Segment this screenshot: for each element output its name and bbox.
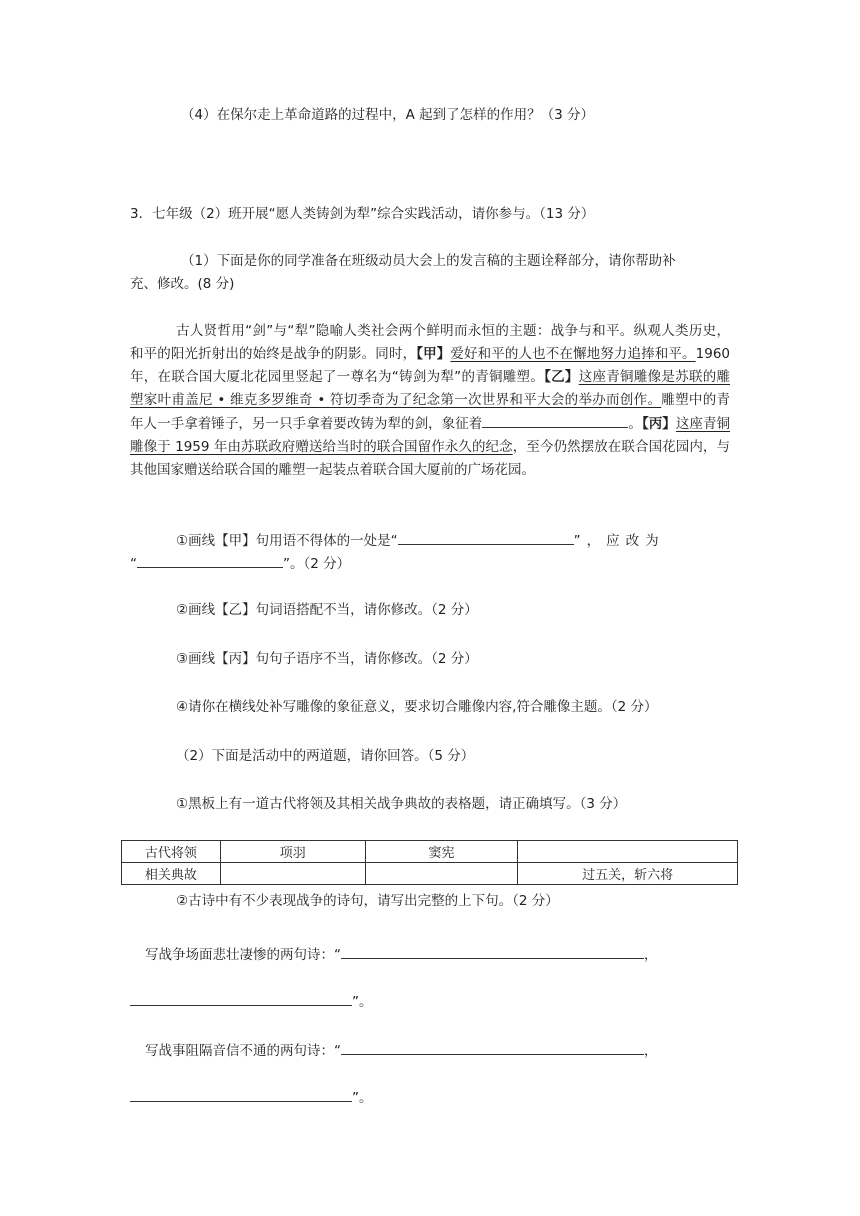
sub-question-3: ③画线【丙】句句子语序不当，请你修改。（2 分） xyxy=(176,651,478,667)
sub-question-1-text-c: “ xyxy=(130,556,137,572)
table-cell: 过五关，斩六将 xyxy=(518,863,738,885)
sub-question-1-text-d: ”。（2 分） xyxy=(283,556,351,572)
sub-question-1-line1 xyxy=(176,529,665,551)
poem-1-end: ”。 xyxy=(352,994,373,1010)
poem-1-comma: ， xyxy=(644,947,658,963)
poem-1-label: 写战争场面悲壮凄惨的两句诗：“ xyxy=(145,947,341,963)
wrong-word-blank[interactable] xyxy=(398,529,574,545)
sentence-yi: 这座青铜雕像是苏联的雕塑家叶甫盖尼 • 维克多罗维奇 • 符切季奇为了纪念第一次世界和平大会的举办而创作。 xyxy=(130,369,731,408)
poem-2-second-blank[interactable] xyxy=(130,1086,352,1102)
question-2-4: （4）在保尔走上革命道路的过程中，A 起到了怎样的作用？（3 分） xyxy=(181,107,594,123)
correction-blank[interactable] xyxy=(137,552,283,568)
sub-question-2: ②画线【乙】句词语搭配不当，请你修改。（2 分） xyxy=(176,602,478,618)
passage-text-3: 雕塑中的青年人一手拿着锤子，另一只手拿着要改铸为犁的剑，象征着 xyxy=(130,392,730,432)
sentence-bing: 这座青铜雕像于 1959 年由苏联政府赠送给当时的联合国留作永久的纪念 xyxy=(130,416,731,455)
table-cell: 窦宪 xyxy=(365,841,518,863)
sub-question-4: ④请你在横线处补写雕像的象征意义，要求切合雕像内容,符合雕像主题。（2 分） xyxy=(176,699,658,715)
question-3-1-line2: 充、修改。(8 分) xyxy=(130,276,235,292)
sub-question-1-line2 xyxy=(130,552,350,574)
mark-bing: 【丙】 xyxy=(641,416,676,432)
mark-jia: 【甲】 xyxy=(416,346,451,362)
symbol-blank[interactable] xyxy=(482,412,628,428)
generals-table xyxy=(121,840,738,885)
passage-text-5: ，至今仍然摆放在联合国花园内，与其他国家赠送给联合国的雕塑一起装点着联合国大厦前的广场花园。 xyxy=(130,439,730,478)
poem-1-line2 xyxy=(130,990,373,1012)
poem-2-line2 xyxy=(130,1086,373,1108)
poem-2-end: ”。 xyxy=(352,1090,373,1106)
poem-1-first-blank[interactable] xyxy=(341,943,644,959)
table-cell-blank[interactable] xyxy=(518,841,738,863)
poem-1-line1 xyxy=(145,943,658,965)
table-cell-blank[interactable] xyxy=(220,863,365,885)
table-row xyxy=(122,841,738,863)
question-3-title: 3．七年级（2）班开展“愿人类铸剑为犁”综合实践活动，请你参与。（13 分） xyxy=(130,206,595,222)
sentence-jia: 爱好和平的人也不在懈地努力追捧和平。 xyxy=(450,346,696,362)
passage-text-1: 古人贤哲用“剑”与“犁”隐喻人类社会两个鲜明而永恒的主题：战争与和平。纵观人类历史，和平的阳光折射出的始终是战争的阴影。同时， xyxy=(130,323,730,362)
table-row xyxy=(122,863,738,885)
poem-2-label: 写战事阻隔音信不通的两句诗：“ xyxy=(145,1043,341,1059)
question-3-2-1: ①黑板上有一道古代将领及其相关战争典故的表格题，请正确填写。（3 分） xyxy=(176,796,627,812)
poem-2-first-blank[interactable] xyxy=(341,1039,644,1055)
table-cell: 相关典故 xyxy=(122,863,221,885)
poem-2-line1 xyxy=(145,1039,658,1061)
poem-2-comma: ， xyxy=(644,1043,658,1059)
poem-1-second-blank[interactable] xyxy=(130,990,352,1006)
passage xyxy=(130,320,730,482)
mark-yi: 【乙】 xyxy=(544,369,579,385)
sub-question-1-text-a: ①画线【甲】句用语不得体的一处是“ xyxy=(176,533,398,549)
passage-text-4: 。 xyxy=(628,416,642,432)
table-cell: 项羽 xyxy=(220,841,365,863)
passage-text-2: 1960 年，在联合国大厦北花园里竖起了一尊名为“铸剑为犁”的青铜雕塑。 xyxy=(130,346,731,385)
question-3-2-2: ②古诗中有不少表现战争的诗句，请写出完整的上下句。（2 分） xyxy=(176,893,559,909)
table-cell-blank[interactable] xyxy=(365,863,518,885)
sub-question-1-text-b: ”，应改为 xyxy=(573,533,665,549)
table-cell: 古代将领 xyxy=(122,841,221,863)
question-3-2: （2）下面是活动中的两道题，请你回答。（5 分） xyxy=(176,748,475,764)
question-3-1-line1: （1）下面是你的同学准备在班级动员大会上的发言稿的主题诠释部分，请你帮助补 xyxy=(181,253,676,269)
